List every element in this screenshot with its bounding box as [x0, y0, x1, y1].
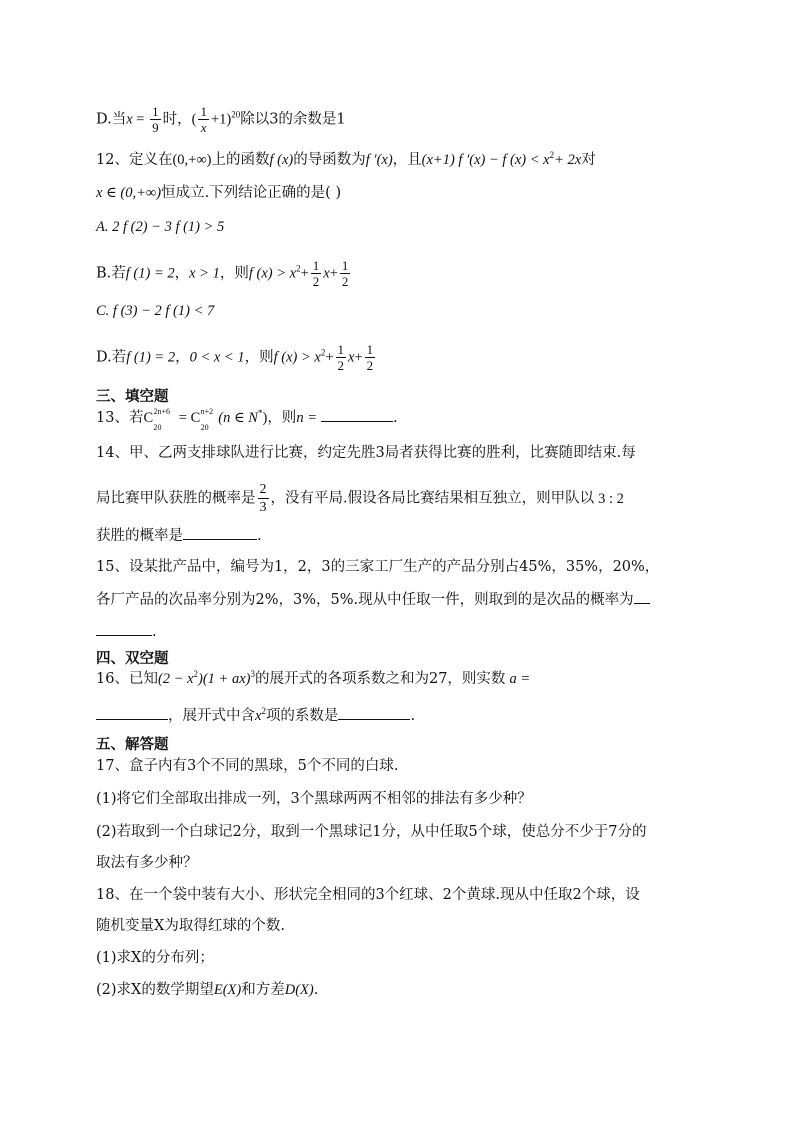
math-op: = [132, 111, 149, 128]
q14-line1: 14、甲、乙两支排球队进行比赛，约定先胜3局者获得比赛的胜利，比赛随即结束.每 [96, 445, 636, 461]
q14-line3 [96, 525, 262, 546]
q18-line1: 18、在一个袋中装有大小、形状完全相同的3个红球、2个黄球.现从中任取2个球，设 [96, 887, 640, 903]
q12-option-a [96, 217, 224, 237]
numerator: 1 [312, 258, 320, 273]
combination-symbol [143, 407, 175, 432]
numerator: 1 [341, 258, 349, 273]
text: . [313, 982, 319, 998]
text: . [152, 624, 157, 640]
numerator: 1 [200, 104, 207, 119]
fraction [340, 258, 351, 289]
fraction [365, 342, 376, 373]
q13 [96, 407, 398, 432]
q17-part2-line2: 取法有多少种？ [96, 855, 198, 871]
math-expr: (x+1) f ′(x) − f (x) < x [421, 152, 550, 168]
fraction [258, 481, 269, 516]
math-op: = [175, 410, 191, 426]
comb-sub: 20 [200, 423, 209, 432]
text: 项的系数是 [265, 708, 339, 724]
math-expr: (n ∈ N [218, 410, 258, 426]
denominator: 2 [366, 358, 374, 373]
answer-blank-2[interactable] [338, 705, 410, 720]
math-op: + [325, 349, 334, 366]
math-var: x [126, 111, 133, 128]
text: ，则 [219, 265, 249, 282]
numerator: 1 [366, 342, 374, 357]
math-expr: f (x) [269, 152, 294, 168]
combination-symbol [190, 407, 219, 432]
text: . [392, 410, 398, 426]
q16-line1 [96, 669, 530, 689]
q12-option-d [96, 342, 377, 373]
math-expr: )(1 + ax) [198, 671, 251, 687]
exponent: 2 [261, 706, 266, 717]
answer-blank[interactable] [183, 525, 257, 540]
comb-letter: C [143, 410, 154, 426]
comb-letter: C [190, 410, 201, 426]
option-text: A. 2 f (2) − 3 f (1) > 5 [96, 219, 225, 235]
fraction [311, 258, 322, 289]
q12-option-c [96, 301, 214, 321]
q16-line2 [96, 705, 415, 726]
q18-part1: (1)求X的分布列； [96, 950, 214, 966]
exponent: 2 [549, 150, 555, 161]
text: 时， [162, 111, 192, 128]
q18-line2: 随机变量X为取得红球的个数. [96, 918, 285, 934]
math-expr: 0 < x < 1 [189, 349, 245, 366]
q15-line1: 15、设某批产品中，编号为1，2，3的三家工厂生产的产品分别占45%，35%，20%， [96, 559, 660, 575]
math-expr: (2 − x [157, 671, 194, 687]
math-var: x [323, 265, 330, 282]
text: ，没有平局.假设各局比赛结果相互独立，则甲队以 [270, 490, 595, 507]
numerator: 1 [152, 104, 159, 119]
math-expr: E(X) [213, 982, 242, 998]
math-expr: f (x) > x [273, 349, 321, 366]
math-expr: D(X) [284, 982, 314, 998]
exponent: 2 [320, 347, 326, 358]
math-op: + [354, 349, 363, 366]
math-expr: f (x) > x [248, 265, 297, 282]
text: (2)求X的数学期望 [96, 982, 214, 998]
text: . [410, 708, 416, 724]
math-expr: a = [509, 671, 531, 687]
math-expr: x > 1 [189, 265, 220, 282]
text: ， [174, 265, 190, 282]
comb-sup: 2n+6 [153, 407, 170, 416]
text: 对 [581, 152, 596, 168]
math-expr: n = [296, 410, 317, 426]
math-expr: f (1) = 2 [126, 349, 176, 366]
text: 和方差 [241, 982, 285, 998]
option-label: D.若 [96, 349, 127, 366]
text: 上的函数 [211, 152, 270, 168]
math-expr: +1) [210, 111, 232, 128]
math-expr: f (1) = 2 [125, 265, 175, 282]
option-text: C. f (3) − 2 f (1) < 7 [96, 303, 215, 319]
option-label: B.若 [96, 265, 126, 282]
score: 3 : 2 [598, 490, 624, 507]
superscript: * [257, 408, 263, 419]
denominator: 2 [312, 274, 320, 289]
math-op: ) [262, 410, 268, 426]
exponent: 3 [250, 669, 255, 680]
question-number: 16、已知 [96, 671, 158, 687]
answer-blank-continued[interactable] [96, 621, 152, 636]
exponent: 20 [231, 109, 241, 120]
text: 的导函数为 [293, 152, 366, 168]
section-title-fill-in: 三、填空题 [96, 389, 169, 405]
q17-part1: (1)将它们全部取出排成一列，3个黑球两两不相邻的排法有多少种？ [96, 791, 532, 807]
q17-part2-line1: (2)若取到一个白球记2分，取到一个黑球记1分，从中任取5个球，使总分不少于7分的 [96, 824, 647, 840]
text: 恒成立.下列结论正确的是( ) [161, 185, 342, 201]
answer-blank[interactable] [634, 589, 650, 604]
text: ，且 [392, 152, 422, 168]
text: ，则 [244, 349, 274, 366]
text: 各厂产品的次品率分别为2%，3%，5%.现从中任取一件，则取到的是次品的概率为 [96, 592, 634, 608]
option-label: D.当 [96, 111, 127, 128]
comb-sub: 20 [153, 423, 162, 432]
denominator: x [200, 120, 207, 135]
denominator: 9 [152, 120, 159, 135]
q12-option-b [96, 258, 352, 289]
denominator: 2 [337, 358, 344, 373]
q12-stem-line2 [96, 183, 341, 203]
q18-part2 [96, 980, 318, 1000]
text: ，则 [267, 410, 297, 426]
math-var: x [255, 708, 262, 724]
text: . [257, 528, 262, 544]
fraction [150, 104, 161, 135]
math-expr: f ′(x) [365, 152, 393, 168]
section-title-solution: 五、解答题 [96, 737, 169, 753]
math-expr: x ∈ (0,+∞) [96, 185, 162, 201]
q17-stem: 17、盒子内有3个不同的黑球，5个不同的白球. [96, 758, 399, 774]
answer-blank-1[interactable] [96, 705, 168, 720]
q15-line2 [96, 589, 650, 610]
exponent: 2 [296, 263, 301, 274]
numerator: 1 [337, 342, 344, 357]
math-expr: + 2x [554, 152, 582, 168]
q12-stem-line1 [96, 150, 596, 170]
math-var: x [348, 349, 355, 366]
text: 的展开式的各项系数之和为27，则实数 [254, 671, 506, 687]
text: 局比赛甲队获胜的概率是 [96, 490, 256, 507]
text: 12、定义在 [96, 152, 173, 168]
math-op: + [300, 265, 309, 282]
text: ， [175, 349, 190, 366]
text: ，展开式中含 [168, 708, 255, 724]
fraction [198, 104, 209, 135]
q14-line2 [96, 481, 624, 516]
q11-option-d [96, 104, 346, 135]
math-op: ( [191, 111, 197, 128]
exponent: 2 [193, 669, 199, 680]
text: 获胜的概率是 [96, 528, 183, 544]
q15-line3 [96, 621, 157, 642]
math-expr: (0,+∞) [172, 152, 212, 168]
comb-sup: n+2 [200, 407, 214, 416]
numerator: 2 [259, 482, 267, 497]
denominator: 2 [341, 274, 349, 289]
answer-blank[interactable] [321, 407, 393, 422]
question-number: 13、若 [96, 410, 144, 426]
section-title-double-blank: 四、双空题 [96, 651, 169, 667]
math-op: + [329, 265, 338, 282]
fraction [336, 342, 347, 373]
text: 除以3的余数是1 [240, 111, 346, 128]
denominator: 3 [259, 500, 267, 515]
